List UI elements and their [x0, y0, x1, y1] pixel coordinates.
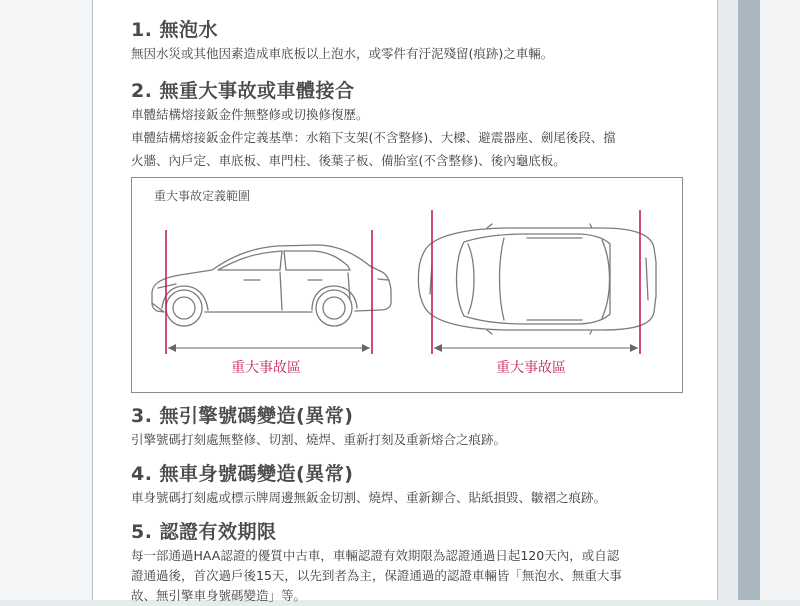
section-text: 每一部通過HAA認證的優質中古車，車輛認證有效期限為認證通過日起120天內，或自認	[131, 548, 620, 563]
section-text: 車體結構熔接鈑金件無整修或切換修復歷。	[131, 107, 369, 122]
side-view-zone-label: 重大事故區	[227, 357, 305, 377]
section-text: 車體結構熔接鈑金件定義基準：水箱下支架(不含整修)、大樑、避震器座、劍尾後段、擋	[131, 130, 616, 145]
right-margin	[760, 0, 800, 600]
section-no-major-accident	[131, 79, 691, 171]
section-validity-period	[131, 520, 691, 606]
major-accident-diagram	[131, 177, 683, 393]
left-margin	[0, 0, 92, 600]
car-side-view	[152, 245, 391, 326]
section-engine-number	[131, 404, 691, 450]
section-heading: 5. 認證有效期限	[131, 521, 277, 543]
accident-zone-markers	[166, 210, 640, 354]
section-text: 火牆、內戶定、車底板、車門柱、後葉子板、備胎室(不含整修)、後內龜底板。	[131, 153, 566, 168]
section-body-number	[131, 462, 691, 508]
section-text: 車身號碼打刻處或標示牌周邊無鈑金切割、燒焊、重新鉚合、貼紙損毀、皺褶之痕跡。	[131, 490, 607, 505]
section-heading: 3. 無引擎號碼變造(異常)	[131, 405, 354, 427]
diagram-title: 重大事故定義範圍	[154, 189, 251, 203]
section-heading: 1. 無泡水	[131, 19, 219, 41]
zone-arrows	[168, 344, 638, 352]
section-text: 引擎號碼打刻處無整修、切割、燒焊、重新打刻及重新熔合之痕跡。	[131, 432, 507, 447]
section-text: 無因水災或其他因素造成車底板以上泡水，或零件有汙泥殘留(痕跡)之車輛。	[131, 46, 554, 61]
scroll-track	[738, 0, 760, 600]
section-text: 證通過後，首次過戶後15天，以先到者為主，保證通過的認證車輛皆「無泡水、無重大事	[131, 568, 622, 583]
top-view-zone-label: 重大事故區	[492, 357, 570, 377]
section-heading: 2. 無重大事故或車體接合	[131, 80, 355, 102]
section-heading: 4. 無車身號碼變造(異常)	[131, 463, 354, 485]
car-illustrations	[132, 178, 682, 392]
section-no-flood	[131, 18, 691, 64]
right-divider	[717, 0, 718, 600]
car-top-view	[418, 224, 656, 334]
section-text: 故、無引擎車身號碼變造」等。	[131, 588, 307, 603]
